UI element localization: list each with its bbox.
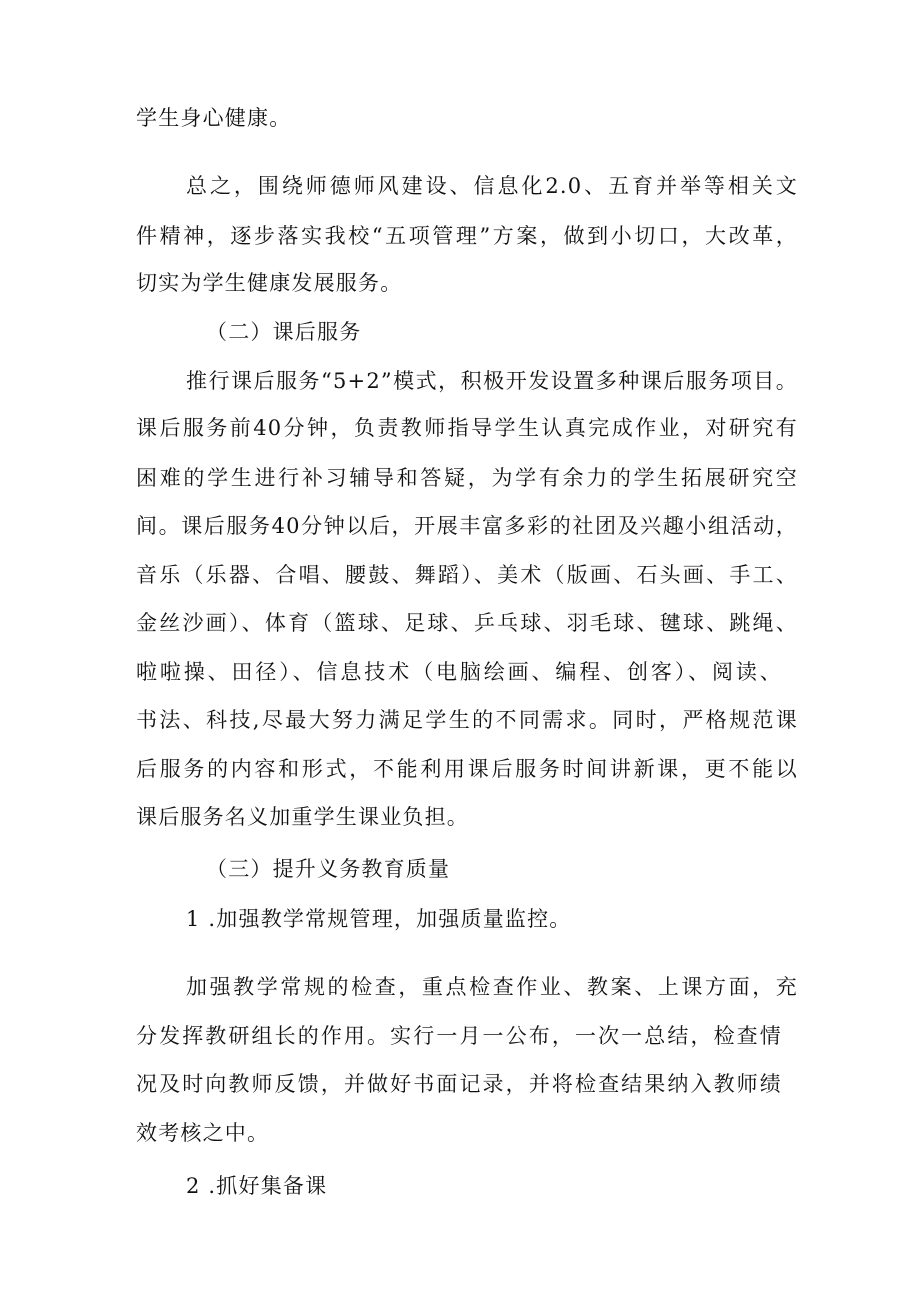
paragraph-line: 困难的学生进行补习辅导和答疑，为学有余力的学生拓展研究空	[136, 466, 798, 490]
section-heading: （三）提升义务教育质量	[206, 857, 451, 881]
paragraph-line: 切实为学生健康发展服务。	[136, 271, 403, 295]
section-heading: （二）课后服务	[206, 320, 362, 344]
paragraph-line: 金丝沙画）、体育（篮球、足球、乒乓球、羽毛球、毽球、跳绳、	[136, 611, 798, 635]
paragraph-line: 书法、科技,尽最大努力满足学生的不同需求。同时，严格规范课	[136, 708, 798, 732]
paragraph-line: 效考核之中。	[136, 1121, 270, 1145]
paragraph-line: 啦啦操、田径）、信息技术（电脑绘画、编程、创客）、阅读、	[136, 660, 782, 684]
paragraph-line: 课后服务前40分钟，负责教师指导学生认真完成作业，对研究有	[136, 416, 798, 440]
paragraph-line: 学生身心健康。	[136, 106, 292, 130]
subheading: 1 .加强教学常规管理，加强质量监控。	[186, 907, 572, 931]
paragraph-line: 分发挥教研组长的作用。实行一月一公布，一次一总结，检查情	[136, 1024, 782, 1048]
paragraph-line: 后服务的内容和形式，不能利用课后服务时间讲新课，更不能以	[136, 757, 798, 781]
paragraph-line: 总之，围绕师德师风建设、信息化2.0、五育并举等相关文	[186, 174, 798, 198]
paragraph-line: 加强教学常规的检查，重点检查作业、教案、上课方面，充	[186, 975, 798, 999]
paragraph-line: 件精神，逐步落实我校“五项管理”方案，做到小切口，大改革，	[136, 224, 798, 248]
paragraph-line: 间。课后服务40分钟以后，开展丰富多彩的社团及兴趣小组活动，	[136, 514, 798, 538]
paragraph-line: 况及时向教师反馈，并做好书面记录，并将检查结果纳入教师绩	[136, 1072, 782, 1096]
paragraph-line: 推行课后服务“5+2”模式，积极开发设置多种课后服务项目。	[186, 369, 798, 393]
subheading: 2 .抓好集备课	[186, 1174, 328, 1198]
paragraph-line: 课后服务名义加重学生课业负担。	[136, 805, 469, 829]
paragraph-line: 音乐（乐器、合唱、腰鼓、舞蹈）、美术（版画、石头画、手工、	[136, 563, 798, 587]
